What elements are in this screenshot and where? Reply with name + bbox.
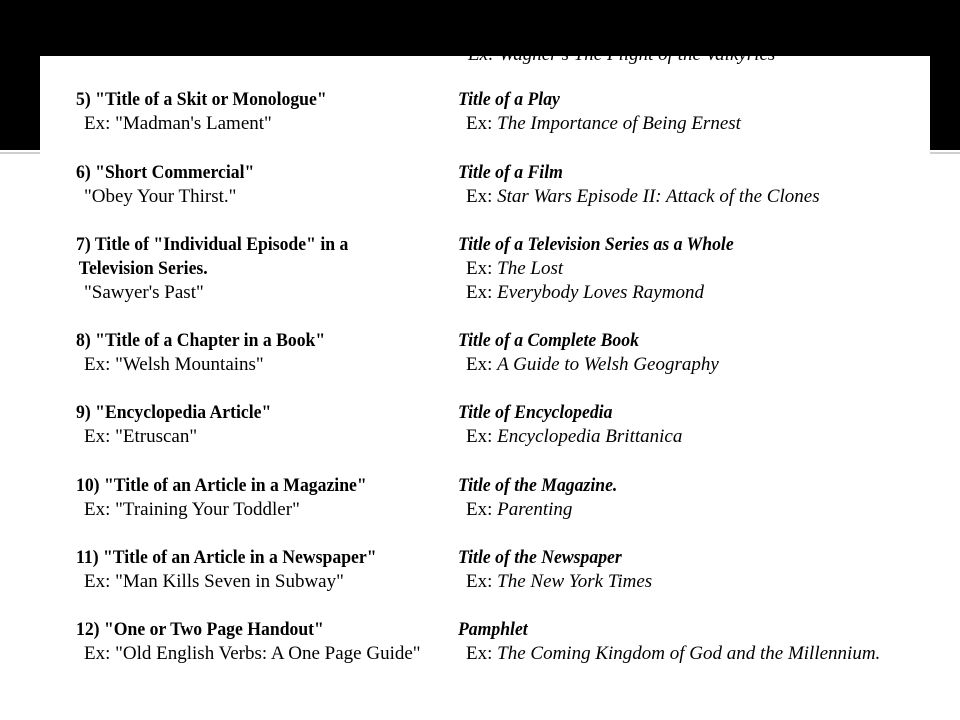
left-entry-12 xyxy=(76,618,456,666)
entry-heading: Title of a Film xyxy=(458,162,563,183)
left-entry-7 xyxy=(76,233,456,305)
right-entry-play xyxy=(458,88,918,136)
left-entry-8 xyxy=(76,329,456,377)
entry-example xyxy=(458,281,918,305)
right-entry-pamphlet xyxy=(458,618,918,666)
example-prefix: Ex: xyxy=(466,186,493,207)
example-title: The Importance of Being Ernest xyxy=(497,113,741,134)
entry-heading: Title of a Complete Book xyxy=(458,330,639,351)
example-prefix: Ex: xyxy=(466,499,493,520)
example-prefix: Ex: xyxy=(466,354,493,375)
entry-example xyxy=(458,112,918,136)
entry-example xyxy=(458,498,918,522)
example-title: Parenting xyxy=(497,499,573,520)
entry-example: "Obey Your Thirst." xyxy=(84,186,237,207)
right-entry-tv-series xyxy=(458,233,918,305)
entry-example xyxy=(458,425,918,449)
entry-heading: 11) "Title of an Article in a Newspaper" xyxy=(76,547,377,568)
entry-example xyxy=(458,642,918,666)
left-entry-9 xyxy=(76,401,456,449)
example-title: The New York Times xyxy=(497,571,653,592)
entry-example xyxy=(458,570,918,594)
example-title: Encyclopedia Brittanica xyxy=(497,426,683,447)
entry-heading: Title of a Play xyxy=(458,89,560,110)
right-entry-magazine xyxy=(458,474,918,522)
entry-example xyxy=(458,257,918,281)
left-entry-6 xyxy=(76,161,456,209)
entry-heading: 5) "Title of a Skit or Monologue" xyxy=(76,89,327,110)
entry-example: "Sawyer's Past" xyxy=(84,282,204,303)
example-prefix: Ex: xyxy=(466,258,493,279)
scanned-document xyxy=(40,44,930,696)
left-entry-11 xyxy=(76,546,456,594)
entry-example: Ex: "Old English Verbs: A One Page Guide" xyxy=(84,643,421,664)
example-title: The Lost xyxy=(497,258,564,279)
entry-heading: 12) "One or Two Page Handout" xyxy=(76,619,324,640)
cut-off-line: Ex: Wagner's The Flight of the Valkyries xyxy=(468,44,776,65)
example-prefix: Ex: xyxy=(466,643,493,664)
left-entry-5 xyxy=(76,88,456,136)
entry-example: Ex: "Madman's Lament" xyxy=(84,113,272,134)
right-entry-newspaper xyxy=(458,546,918,594)
right-entry-film xyxy=(458,161,918,209)
entry-heading: Title of the Newspaper xyxy=(458,547,622,568)
right-entry-encyclopedia xyxy=(458,401,918,449)
example-title: A Guide to Welsh Geography xyxy=(497,354,719,375)
entry-heading: 9) "Encyclopedia Article" xyxy=(76,402,272,423)
entry-example: Ex: "Welsh Mountains" xyxy=(84,354,264,375)
entry-example: Ex: "Training Your Toddler" xyxy=(84,499,300,520)
entry-example xyxy=(458,185,918,209)
entry-example xyxy=(458,353,918,377)
entry-heading: 10) "Title of an Article in a Magazine" xyxy=(76,475,367,496)
entry-heading: Pamphlet xyxy=(458,619,528,640)
entry-heading: Title of a Television Series as a Whole xyxy=(458,234,734,255)
entry-heading-cont: Television Series. xyxy=(78,258,208,279)
example-prefix: Ex: xyxy=(466,426,493,447)
entry-example: Ex: "Etruscan" xyxy=(84,426,198,447)
entry-heading: 8) "Title of a Chapter in a Book" xyxy=(76,330,326,351)
slide-divider-left xyxy=(0,152,40,154)
left-entry-10 xyxy=(76,474,456,522)
entry-heading: 6) "Short Commercial" xyxy=(76,162,255,183)
entry-heading: 7) Title of "Individual Episode" in a xyxy=(76,234,349,255)
example-title: Star Wars Episode II: Attack of the Clones xyxy=(497,186,820,207)
example-title: The Coming Kingdom of God and the Millennium. xyxy=(497,643,881,664)
entry-heading: Title of the Magazine. xyxy=(458,475,618,496)
example-prefix: Ex: xyxy=(466,282,493,303)
right-entry-book xyxy=(458,329,918,377)
example-prefix: Ex: xyxy=(466,571,493,592)
slide-divider-right xyxy=(930,152,960,154)
entry-heading: Title of Encyclopedia xyxy=(458,402,613,423)
entry-example: Ex: "Man Kills Seven in Subway" xyxy=(84,571,344,592)
example-title: Everybody Loves Raymond xyxy=(497,282,704,303)
example-prefix: Ex: xyxy=(466,113,493,134)
